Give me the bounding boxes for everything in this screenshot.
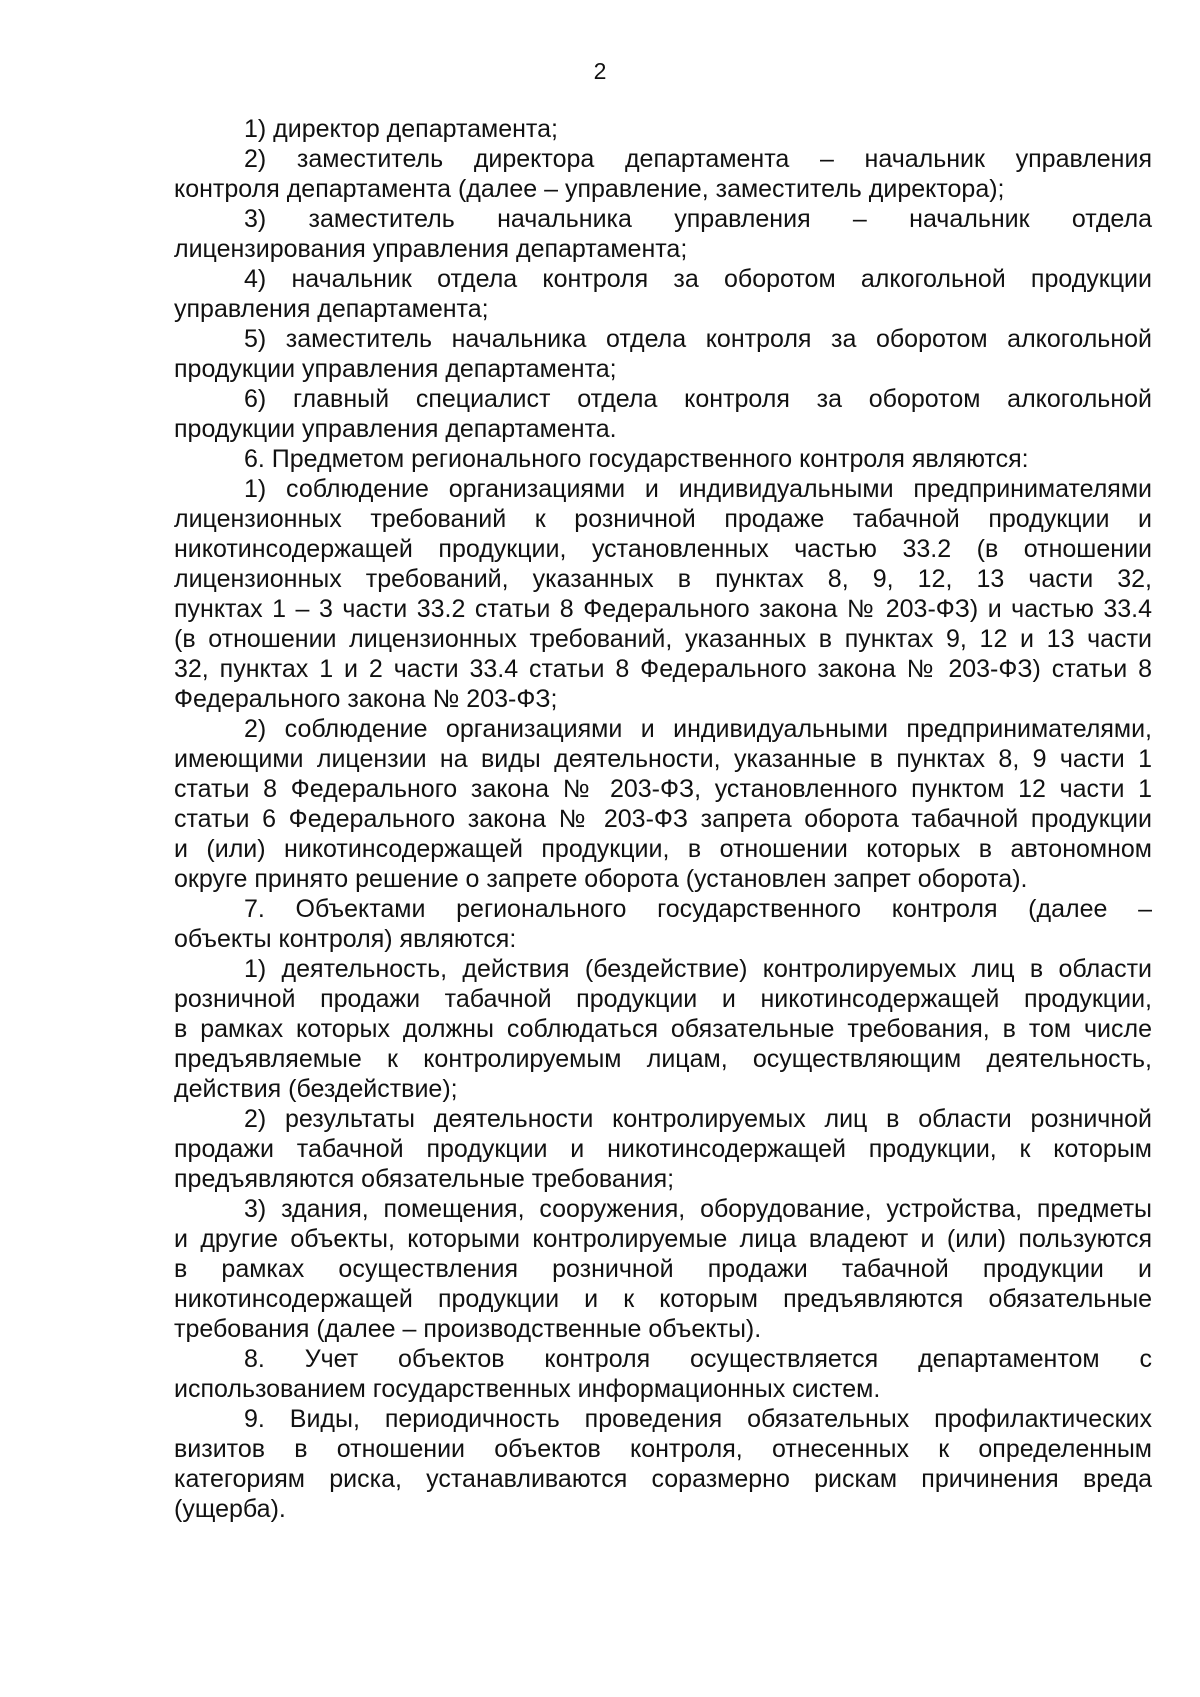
text-line: продажи табачной продукции и никотинсодержащей продукции, к которым (174, 1135, 1152, 1163)
paragraph-section-9 (174, 1404, 1152, 1524)
text-line: 9. Виды, периодичность проведения обязательных профилактических (244, 1405, 1152, 1433)
text-line: 6) главный специалист отдела контроля за оборотом алкогольной (244, 385, 1152, 413)
text-line: требования (далее – производственные объекты). (174, 1315, 762, 1343)
page-number: 2 (593, 58, 607, 84)
text-line: 1) соблюдение организациями и индивидуальными предпринимателями (244, 475, 1152, 503)
text-line: категориям риска, устанавливаются соразмерно рискам причинения вреда (174, 1465, 1152, 1493)
text-line: продукции управления департамента; (174, 355, 617, 383)
text-line: визитов в отношении объектов контроля, отнесенных к определенным (174, 1435, 1152, 1463)
text-line: статьи 6 Федерального закона № 203-ФЗ запрета оборота табачной продукции (174, 805, 1152, 833)
text-line: использованием государственных информационных систем. (174, 1375, 881, 1403)
text-line: 3) заместитель начальника управления – начальник отдела (244, 205, 1152, 233)
text-line: 1) деятельность, действия (бездействие) контролируемых лиц в области (244, 955, 1152, 983)
text-line: 6. Предметом регионального государственного контроля являются: (244, 445, 1029, 473)
text-line: (ущерба). (174, 1495, 286, 1523)
text-line: 5) заместитель начальника отдела контроля за оборотом алкогольной (244, 325, 1152, 353)
text-line: и (или) никотинсодержащей продукции, в отношении которых в автономном (174, 835, 1152, 863)
paragraph-section-7 (174, 894, 1152, 954)
paragraph-role-2 (174, 144, 1152, 204)
paragraph-role-5 (174, 324, 1152, 384)
text-line: 8. Учет объектов контроля осуществляется департаментом с (244, 1345, 1152, 1373)
document-body (174, 114, 1152, 1524)
text-line: управления департамента; (174, 295, 489, 323)
paragraph-role-1 (174, 114, 1152, 144)
paragraph-section-6 (174, 444, 1152, 474)
text-line: в рамках которых должны соблюдаться обязательные требования, в том числе (174, 1015, 1152, 1043)
text-line: 4) начальник отдела контроля за оборотом алкогольной продукции (244, 265, 1152, 293)
text-line: Федерального закона № 203-ФЗ; (174, 685, 558, 713)
text-line: имеющими лицензии на виды деятельности, указанные в пунктах 8, 9 части 1 (174, 745, 1152, 773)
text-line: 32, пунктах 1 и 2 части 33.4 статьи 8 Федерального закона № 203-ФЗ) статьи 8 (174, 655, 1152, 683)
text-line: предъявляемые к контролируемым лицам, осуществляющим деятельность, (174, 1045, 1152, 1073)
text-line: статьи 8 Федерального закона № 203-ФЗ, установленного пунктом 12 части 1 (174, 775, 1152, 803)
paragraph-section-8 (174, 1344, 1152, 1404)
paragraph-object-1 (174, 954, 1152, 1104)
text-line: 3) здания, помещения, сооружения, оборудование, устройства, предметы (244, 1195, 1152, 1223)
paragraph-role-3 (174, 204, 1152, 264)
paragraph-subject-2 (174, 714, 1152, 894)
text-line: 1) директор департамента; (244, 115, 558, 143)
text-line: лицензионных требований к розничной продаже табачной продукции и (174, 505, 1152, 533)
text-line: никотинсодержащей продукции, установленных частью 33.2 (в отношении (174, 535, 1152, 563)
text-line: округе принято решение о запрете оборота (установлен запрет оборота). (174, 865, 1028, 893)
paragraph-role-4 (174, 264, 1152, 324)
paragraph-subject-1 (174, 474, 1152, 714)
text-line: 7. Объектами регионального государственного контроля (далее – (244, 895, 1152, 923)
text-line: и другие объекты, которыми контролируемые лица владеют и (или) пользуются (174, 1225, 1152, 1253)
text-line: (в отношении лицензионных требований, указанных в пунктах 9, 12 и 13 части (174, 625, 1152, 653)
text-line: 2) соблюдение организациями и индивидуальными предпринимателями, (244, 715, 1152, 743)
text-line: 2) результаты деятельности контролируемых лиц в области розничной (244, 1105, 1152, 1133)
text-line: лицензионных требований, указанных в пунктах 8, 9, 12, 13 части 32, (174, 565, 1152, 593)
text-line: продукции управления департамента. (174, 415, 617, 443)
text-line: 2) заместитель директора департамента – начальник управления (244, 145, 1152, 173)
paragraph-object-3 (174, 1194, 1152, 1344)
text-line: пунктах 1 – 3 части 33.2 статьи 8 Федерального закона № 203-ФЗ) и частью 33.4 (174, 595, 1152, 623)
paragraph-role-6 (174, 384, 1152, 444)
text-line: действия (бездействие); (174, 1075, 458, 1103)
text-line: контроля департамента (далее – управление, заместитель директора); (174, 175, 1005, 203)
paragraph-object-2 (174, 1104, 1152, 1194)
text-line: в рамках осуществления розничной продажи табачной продукции и (174, 1255, 1152, 1283)
text-line: никотинсодержащей продукции и к которым предъявляются обязательные (174, 1285, 1152, 1313)
text-line: предъявляются обязательные требования; (174, 1165, 675, 1193)
text-line: лицензирования управления департамента; (174, 235, 688, 263)
text-line: розничной продажи табачной продукции и никотинсодержащей продукции, (174, 985, 1152, 1013)
text-line: объекты контроля) являются: (174, 925, 517, 953)
